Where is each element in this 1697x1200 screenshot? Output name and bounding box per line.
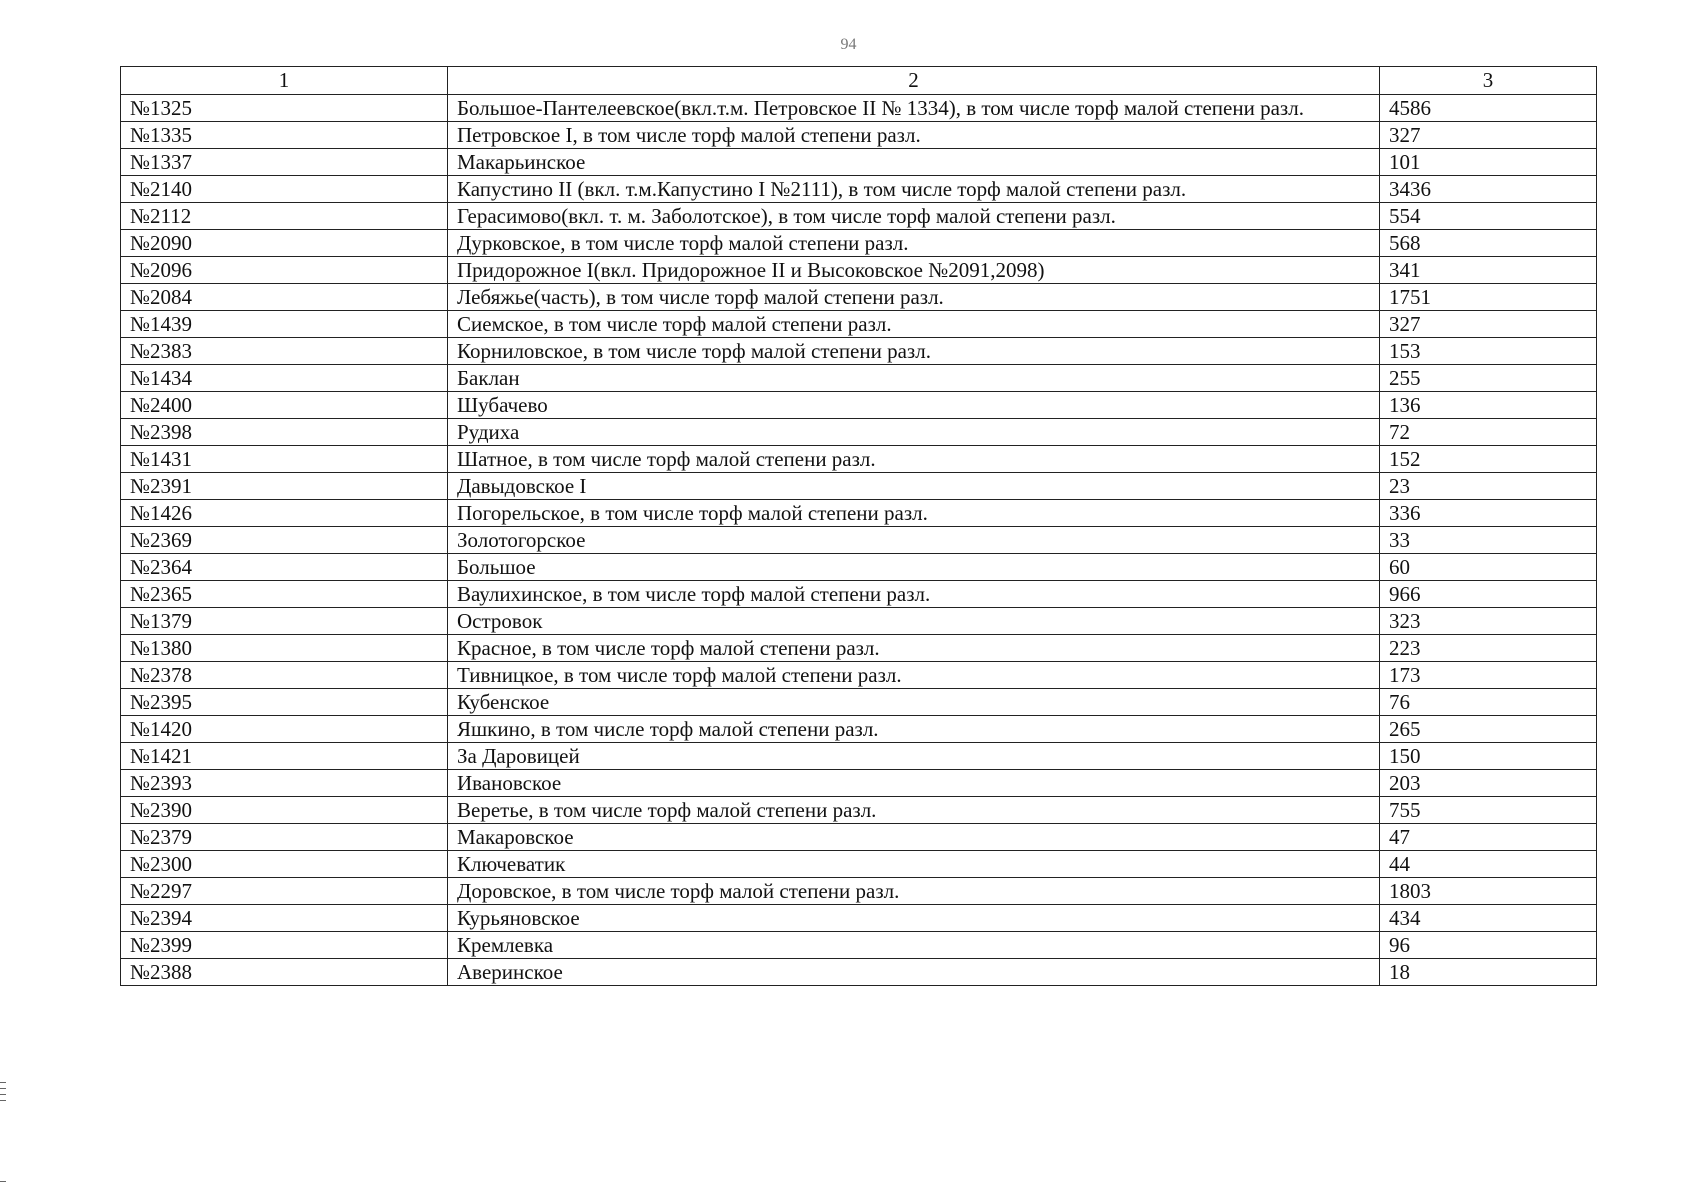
deposit-code-cell: №2383 xyxy=(121,338,448,365)
deposit-name-cell: Шатное, в том числе торф малой степени разл. xyxy=(448,446,1380,473)
deposit-name-cell: Лебяжье(часть), в том числе торф малой степени разл. xyxy=(448,284,1380,311)
table-row xyxy=(121,230,1597,257)
deposit-code-cell: №2140 xyxy=(121,176,448,203)
deposit-value-cell: 72 xyxy=(1380,419,1597,446)
deposit-value-cell: 341 xyxy=(1380,257,1597,284)
table-row xyxy=(121,716,1597,743)
table-body xyxy=(121,95,1597,986)
deposit-name-cell: Сиемское, в том числе торф малой степени разл. xyxy=(448,311,1380,338)
deposit-code-cell: №1434 xyxy=(121,365,448,392)
deposit-name-cell: Кубенское xyxy=(448,689,1380,716)
deposit-code-cell: №1426 xyxy=(121,500,448,527)
table-row xyxy=(121,338,1597,365)
deposit-name-cell: Петровское I, в том числе торф малой степени разл. xyxy=(448,122,1380,149)
deposit-name-cell: Аверинское xyxy=(448,959,1380,986)
deposit-value-cell: 966 xyxy=(1380,581,1597,608)
deposit-name-cell: Ключеватик xyxy=(448,851,1380,878)
deposit-value-cell: 568 xyxy=(1380,230,1597,257)
table-row xyxy=(121,662,1597,689)
deposit-name-cell: Капустино II (вкл. т.м.Капустино I №2111), в том числе торф малой степени разл. xyxy=(448,176,1380,203)
deposit-name-cell: Баклан xyxy=(448,365,1380,392)
page-number: 94 xyxy=(840,36,857,53)
table-row xyxy=(121,770,1597,797)
deposit-code-cell: №1421 xyxy=(121,743,448,770)
deposit-code-cell: №2365 xyxy=(121,581,448,608)
deposit-code-cell: №1431 xyxy=(121,446,448,473)
deposit-code-cell: №1379 xyxy=(121,608,448,635)
deposit-name-cell: Дурковское, в том числе торф малой степени разл. xyxy=(448,230,1380,257)
deposit-value-cell: 323 xyxy=(1380,608,1597,635)
deposit-value-cell: 153 xyxy=(1380,338,1597,365)
deposit-code-cell: №1420 xyxy=(121,716,448,743)
deposit-value-cell: 265 xyxy=(1380,716,1597,743)
deposit-code-cell: №2393 xyxy=(121,770,448,797)
deposit-value-cell: 44 xyxy=(1380,851,1597,878)
deposit-code-cell: №1337 xyxy=(121,149,448,176)
deposit-code-cell: №2394 xyxy=(121,905,448,932)
scan-mark xyxy=(0,1100,6,1101)
deposit-value-cell: 152 xyxy=(1380,446,1597,473)
deposit-value-cell: 255 xyxy=(1380,365,1597,392)
table-row xyxy=(121,554,1597,581)
scan-mark xyxy=(0,1088,6,1089)
table-row xyxy=(121,257,1597,284)
deposit-code-cell: №2364 xyxy=(121,554,448,581)
column-header-3: 3 xyxy=(1380,67,1597,95)
deposit-name-cell: Доровское, в том числе торф малой степени разл. xyxy=(448,878,1380,905)
deposit-value-cell: 33 xyxy=(1380,527,1597,554)
table-row xyxy=(121,905,1597,932)
deposit-value-cell: 150 xyxy=(1380,743,1597,770)
table-row xyxy=(121,311,1597,338)
table-row xyxy=(121,392,1597,419)
table-row xyxy=(121,959,1597,986)
deposit-name-cell: Большое xyxy=(448,554,1380,581)
deposit-code-cell: №1439 xyxy=(121,311,448,338)
deposit-name-cell: Придорожное I(вкл. Придорожное II и Высоковское №2091,2098) xyxy=(448,257,1380,284)
table-row xyxy=(121,95,1597,122)
deposit-code-cell: №2390 xyxy=(121,797,448,824)
deposit-name-cell: Островок xyxy=(448,608,1380,635)
table-row xyxy=(121,473,1597,500)
deposit-value-cell: 173 xyxy=(1380,662,1597,689)
deposit-value-cell: 1803 xyxy=(1380,878,1597,905)
deposit-value-cell: 47 xyxy=(1380,824,1597,851)
table-row xyxy=(121,743,1597,770)
table-row xyxy=(121,203,1597,230)
table-row xyxy=(121,878,1597,905)
table-row xyxy=(121,419,1597,446)
deposit-code-cell: №2369 xyxy=(121,527,448,554)
table-row xyxy=(121,635,1597,662)
scan-mark xyxy=(0,1082,6,1083)
deposit-code-cell: №2391 xyxy=(121,473,448,500)
deposit-code-cell: №2297 xyxy=(121,878,448,905)
deposit-code-cell: №2300 xyxy=(121,851,448,878)
deposit-value-cell: 327 xyxy=(1380,122,1597,149)
deposit-value-cell: 755 xyxy=(1380,797,1597,824)
deposit-name-cell: Яшкино, в том числе торф малой степени разл. xyxy=(448,716,1380,743)
column-header-2: 2 xyxy=(448,67,1380,95)
deposit-value-cell: 96 xyxy=(1380,932,1597,959)
table-row xyxy=(121,608,1597,635)
deposit-value-cell: 1751 xyxy=(1380,284,1597,311)
deposit-code-cell: №1335 xyxy=(121,122,448,149)
table-row xyxy=(121,446,1597,473)
deposit-value-cell: 336 xyxy=(1380,500,1597,527)
deposit-code-cell: №2112 xyxy=(121,203,448,230)
table-row xyxy=(121,932,1597,959)
deposit-code-cell: №2090 xyxy=(121,230,448,257)
deposit-code-cell: №2378 xyxy=(121,662,448,689)
deposit-value-cell: 23 xyxy=(1380,473,1597,500)
table-row xyxy=(121,581,1597,608)
peat-deposits-table xyxy=(120,66,1597,986)
deposit-value-cell: 434 xyxy=(1380,905,1597,932)
deposit-value-cell: 327 xyxy=(1380,311,1597,338)
table-row xyxy=(121,527,1597,554)
deposit-code-cell: №2400 xyxy=(121,392,448,419)
deposit-value-cell: 3436 xyxy=(1380,176,1597,203)
deposit-name-cell: За Даровицей xyxy=(448,743,1380,770)
scan-mark xyxy=(0,1094,6,1095)
deposit-name-cell: Большое-Пантелеевское(вкл.т.м. Петровское II № 1334), в том числе торф малой степени разл. xyxy=(448,95,1380,122)
deposit-code-cell: №2399 xyxy=(121,932,448,959)
deposit-name-cell: Макарьинское xyxy=(448,149,1380,176)
deposit-name-cell: Рудиха xyxy=(448,419,1380,446)
deposit-name-cell: Погорельское, в том числе торф малой степени разл. xyxy=(448,500,1380,527)
deposit-value-cell: 4586 xyxy=(1380,95,1597,122)
deposit-value-cell: 554 xyxy=(1380,203,1597,230)
deposit-code-cell: №1325 xyxy=(121,95,448,122)
deposit-value-cell: 76 xyxy=(1380,689,1597,716)
deposit-value-cell: 101 xyxy=(1380,149,1597,176)
deposit-code-cell: №2395 xyxy=(121,689,448,716)
deposit-value-cell: 223 xyxy=(1380,635,1597,662)
table-row xyxy=(121,500,1597,527)
table-row xyxy=(121,284,1597,311)
table-row xyxy=(121,689,1597,716)
deposit-name-cell: Ваулихинское, в том числе торф малой степени разл. xyxy=(448,581,1380,608)
deposit-name-cell: Давыдовское I xyxy=(448,473,1380,500)
deposit-name-cell: Курьяновское xyxy=(448,905,1380,932)
table-row xyxy=(121,176,1597,203)
table-row xyxy=(121,365,1597,392)
column-header-1: 1 xyxy=(121,67,448,95)
deposit-code-cell: №2084 xyxy=(121,284,448,311)
deposit-name-cell: Шубачево xyxy=(448,392,1380,419)
deposit-name-cell: Золотогорское xyxy=(448,527,1380,554)
deposit-code-cell: №2388 xyxy=(121,959,448,986)
table-row xyxy=(121,797,1597,824)
deposit-name-cell: Кремлевка xyxy=(448,932,1380,959)
table-row xyxy=(121,824,1597,851)
table-header-row xyxy=(121,67,1597,95)
deposit-code-cell: №2096 xyxy=(121,257,448,284)
deposit-code-cell: №1380 xyxy=(121,635,448,662)
table-row xyxy=(121,149,1597,176)
deposit-code-cell: №2379 xyxy=(121,824,448,851)
scan-mark xyxy=(0,1181,6,1182)
deposit-code-cell: №2398 xyxy=(121,419,448,446)
deposit-name-cell: Красное, в том числе торф малой степени разл. xyxy=(448,635,1380,662)
deposit-value-cell: 18 xyxy=(1380,959,1597,986)
deposit-name-cell: Герасимово(вкл. т. м. Заболотское), в том числе торф малой степени разл. xyxy=(448,203,1380,230)
deposit-name-cell: Макаровское xyxy=(448,824,1380,851)
deposit-name-cell: Веретье, в том числе торф малой степени разл. xyxy=(448,797,1380,824)
deposit-name-cell: Ивановское xyxy=(448,770,1380,797)
deposit-value-cell: 203 xyxy=(1380,770,1597,797)
table-row xyxy=(121,122,1597,149)
deposit-value-cell: 136 xyxy=(1380,392,1597,419)
deposit-name-cell: Тивницкое, в том числе торф малой степени разл. xyxy=(448,662,1380,689)
table-row xyxy=(121,851,1597,878)
deposit-name-cell: Корниловское, в том числе торф малой степени разл. xyxy=(448,338,1380,365)
deposit-value-cell: 60 xyxy=(1380,554,1597,581)
